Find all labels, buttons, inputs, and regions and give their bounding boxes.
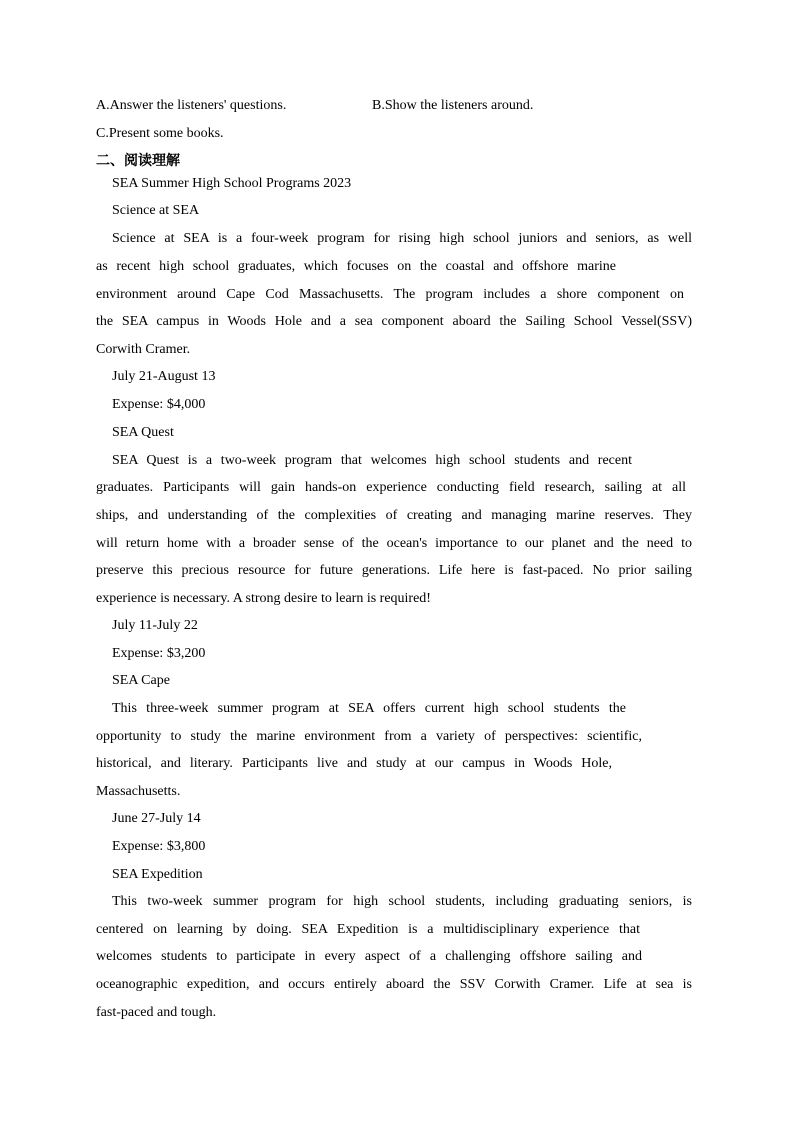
paragraph-line: This two-week summer program for high school students, including graduating seniors, is (112, 894, 692, 909)
section-title: 二、阅读理解 (96, 153, 180, 169)
paragraph-line: welcomes students to participate in every aspect of a challenging offshore sailing and (96, 949, 642, 964)
option-c: C.Present some books. (96, 126, 224, 141)
program-name: SEA Cape (112, 673, 170, 688)
paragraph-line: centered on learning by doing. SEA Expedition is a multidisciplinary experience that (96, 922, 640, 937)
program-dates: July 21-August 13 (112, 369, 216, 384)
program-name: Science at SEA (112, 203, 200, 218)
paragraph-line: preserve this precious resource for future generations. Life here is fast-paced. No prior sailing (96, 563, 692, 578)
program-expense: Expense: $4,000 (112, 397, 206, 412)
program-name: SEA Quest (112, 425, 174, 440)
paragraph-line: oceanographic expedition, and occurs entirely aboard the SSV Corwith Cramer. Life at sea is (96, 977, 692, 992)
paragraph-line: fast-paced and tough. (96, 1005, 217, 1020)
paragraph-line: This three-week summer program at SEA offers current high school students the (112, 701, 626, 716)
paragraph-line: as recent high school graduates, which focuses on the coastal and offshore marine (96, 259, 616, 274)
paragraph-line: Science at SEA is a four-week program for rising high school juniors and seniors, as well (112, 231, 692, 246)
program-expense: Expense: $3,800 (112, 839, 206, 854)
program-dates: July 11-July 22 (112, 618, 198, 633)
program-name: SEA Expedition (112, 867, 203, 882)
program-dates: June 27-July 14 (112, 811, 201, 826)
paragraph-line: SEA Quest is a two-week program that welcomes high school students and recent (112, 453, 632, 468)
paragraph-line: experience is necessary. A strong desire to learn is required! (96, 591, 431, 606)
passage-title: SEA Summer High School Programs 2023 (112, 176, 352, 191)
paragraph-line: Massachusetts. (96, 784, 181, 799)
paragraph-line: Corwith Cramer. (96, 342, 191, 357)
paragraph-line: ships, and understanding of the complexities of creating and managing marine reserves. They (96, 508, 692, 523)
paragraph-line: environment around Cape Cod Massachusetts. The program includes a shore component on (96, 287, 684, 302)
option-b: B.Show the listeners around. (372, 98, 534, 113)
paragraph-line: opportunity to study the marine environment from a variety of perspectives: scientific, (96, 729, 642, 744)
paragraph-line: will return home with a broader sense of the ocean's importance to our planet and the need to (96, 536, 692, 551)
option-a: A.Answer the listeners' questions. (96, 98, 287, 113)
paragraph-line: the SEA campus in Woods Hole and a sea component aboard the Sailing School Vessel(SSV) (96, 314, 692, 329)
paragraph-line: historical, and literary. Participants live and study at our campus in Woods Hole, (96, 756, 612, 771)
program-expense: Expense: $3,200 (112, 646, 206, 661)
paragraph-line: graduates. Participants will gain hands-on experience conducting field research, sailing at all (96, 480, 686, 495)
